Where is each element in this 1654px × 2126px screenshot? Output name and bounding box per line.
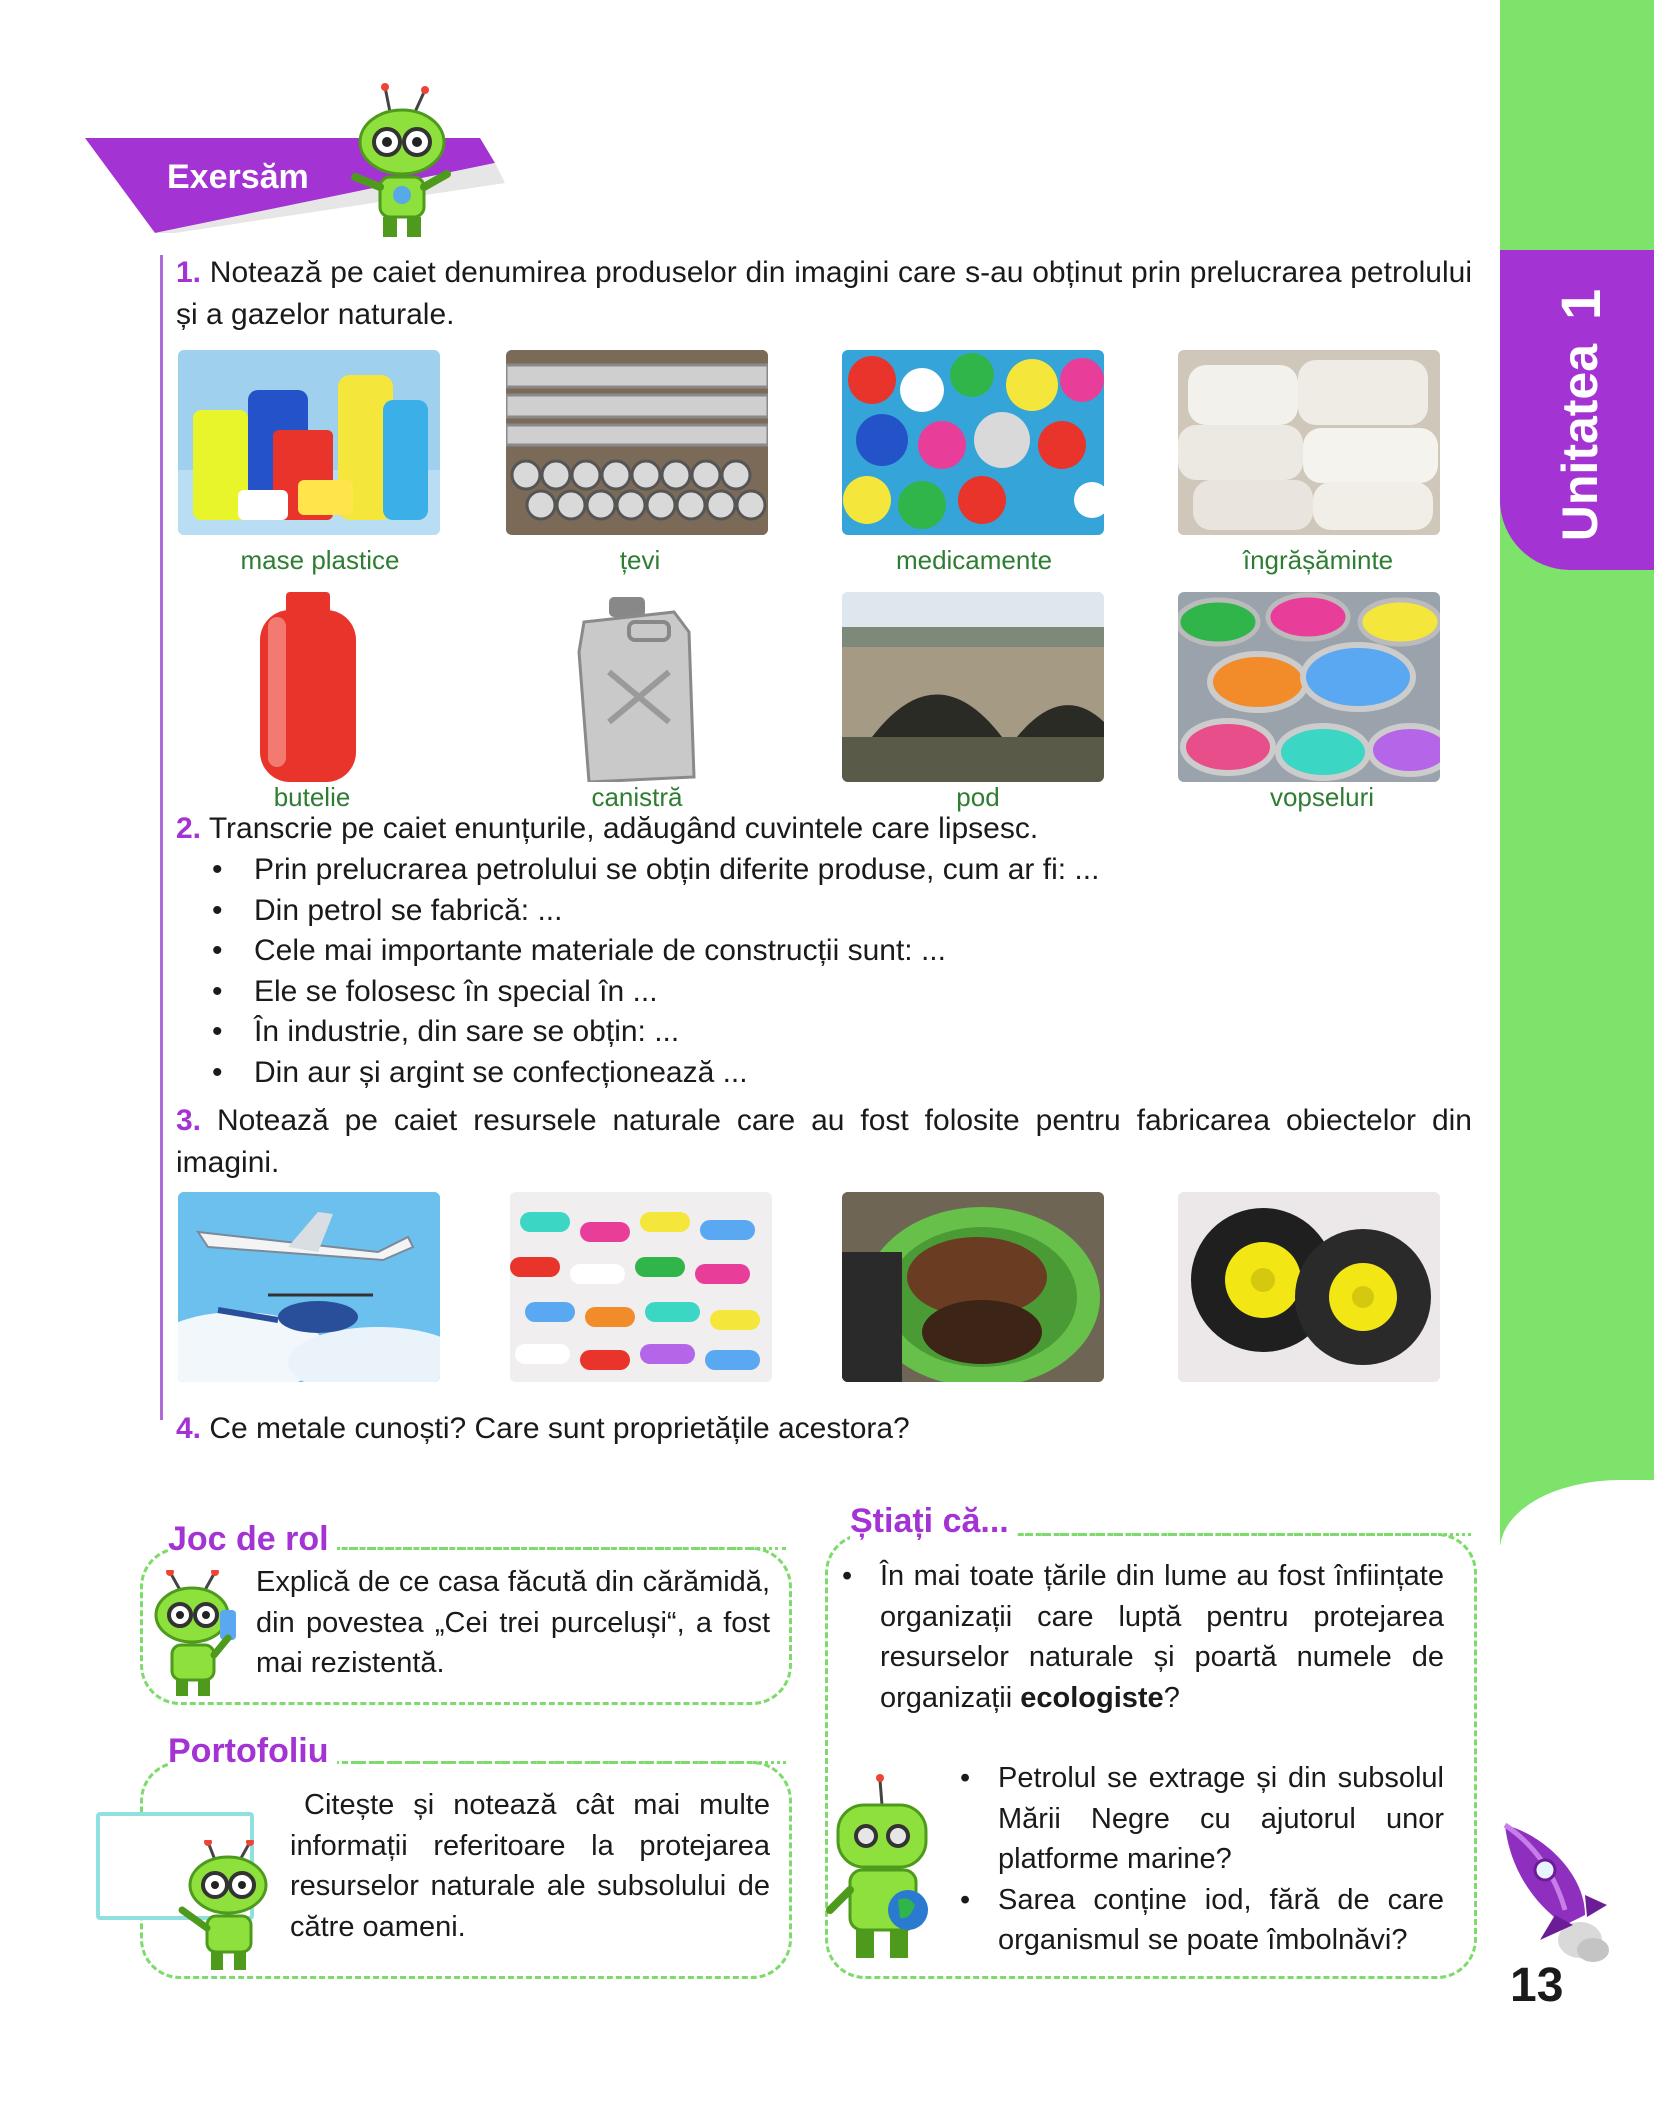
portofoliu-title: Portofoliu xyxy=(168,1732,337,1771)
caption-mase-plastice: mase plastice xyxy=(240,545,400,575)
stiati-first-bold: ecologiste xyxy=(1020,1681,1164,1714)
list-item: • Din petrol se fabrică: ... xyxy=(184,891,1434,932)
photo-soil-bowl xyxy=(842,1192,1104,1382)
stiati-second-list xyxy=(958,1758,1444,1961)
list-item: • Din aur și argint se confecționează ... xyxy=(184,1053,1434,1094)
exercise-1-number: 1. xyxy=(176,256,202,289)
exercise-4 xyxy=(176,1408,1472,1450)
exercise-3-number: 3. xyxy=(176,1104,202,1137)
joc-de-rol-title: Joc de rol xyxy=(168,1520,337,1559)
unit-label-text: Unitatea xyxy=(1552,343,1608,542)
exercise-2-bullets xyxy=(184,850,1434,1093)
list-item: • În industrie, din sare se obțin: ... xyxy=(184,1012,1434,1053)
robot-phone-icon xyxy=(140,1570,250,1700)
exercise-2 xyxy=(176,808,1472,850)
photo-tevi xyxy=(506,350,768,535)
sidebar-band xyxy=(1500,0,1654,1545)
photo-mase-plastice xyxy=(178,350,440,535)
unit-number: 1 xyxy=(1548,288,1612,320)
list-item: • Ele se folosesc în special în ... xyxy=(184,972,1434,1013)
caption-pod: pod xyxy=(956,782,1000,812)
exercise-guide-line xyxy=(160,255,163,1420)
list-item: • Sarea conține iod, fără de care organismul se poate îmbolnăvi? xyxy=(958,1880,1444,1961)
robot-globe-icon xyxy=(820,1770,950,1970)
exercise-4-number: 4. xyxy=(176,1412,202,1445)
list-item xyxy=(840,1556,1444,1718)
robot-pointing-icon xyxy=(170,1840,290,1975)
list-item: • Prin prelucrarea petrolului se obțin diferite produse, cum ar fi: ... xyxy=(184,850,1434,891)
exercise-3 xyxy=(176,1100,1472,1184)
exercise-1-text: Notează pe caiet denumirea produselor din imagini care s-au obținut prin prelucrarea petrolului și a gazelor naturale. xyxy=(176,256,1472,331)
stiati-title-dots xyxy=(1025,1533,1471,1536)
caption-butelie: butelie xyxy=(273,782,351,812)
caption-ingrasaminte: îngrășăminte xyxy=(1242,545,1394,575)
stiati-first-before: În mai toate țările din lume au fost înființate organizații care luptă pentru protejarea resurselor naturale și poartă numele de organizații xyxy=(880,1560,1444,1714)
photo-medicamente xyxy=(842,350,1104,535)
exercise-2-text: Transcrie pe caiet enunțurile, adăugând cuvintele care lipsesc. xyxy=(208,812,1039,845)
photo-vopseluri xyxy=(1178,592,1440,782)
exercise-4-text: Ce metale cunoști? Care sunt proprietățile acestora? xyxy=(209,1412,910,1445)
photo-butelie xyxy=(178,592,440,782)
photo-canistra xyxy=(524,592,762,782)
photo-pod xyxy=(842,592,1104,782)
caption-vopseluri: vopseluri xyxy=(1269,782,1375,812)
caption-canistra: canistră xyxy=(591,782,683,812)
stiati-first-list xyxy=(840,1556,1444,1718)
banner-title: Exersăm xyxy=(167,158,309,196)
caption-tevi: țevi xyxy=(619,545,661,575)
stiati-ca-title: Știați că... xyxy=(850,1502,1017,1541)
portofoliu-title-dots xyxy=(345,1761,786,1764)
photo-airplane-helicopter xyxy=(178,1192,440,1382)
joc-title-dots xyxy=(330,1547,786,1550)
list-item: • Petrolul se extrage și din subsolul Mării Negre cu ajutorul unor platforme marine? xyxy=(958,1758,1444,1880)
robot-mascot-icon xyxy=(345,82,455,242)
photo-tires xyxy=(1178,1192,1440,1382)
unit-label xyxy=(1550,265,1610,565)
photo-ingrasaminte xyxy=(1178,350,1440,535)
list-item: • Cele mai importante materiale de construcții sunt: ... xyxy=(184,931,1434,972)
portofoliu-text: Citește și notează cât mai multe informații referitoare la protejarea resurselor naturale ale subsolului de către oameni. xyxy=(290,1789,770,1943)
rocket-icon xyxy=(1495,1815,1625,1965)
joc-de-rol-text: Explică de ce casa făcută din cărămidă, din povestea „Cei trei purceluși“, a fost mai rezistentă. xyxy=(256,1566,770,1679)
photo-capsules xyxy=(510,1192,772,1382)
exercise-1 xyxy=(176,252,1472,336)
caption-medicamente: medicamente xyxy=(895,545,1053,575)
page-number: 13 xyxy=(1510,1959,1564,2012)
stiati-first-after: ? xyxy=(1163,1681,1180,1714)
exercise-2-number: 2. xyxy=(176,812,202,845)
exercise-3-text: Notează pe caiet resursele naturale care au fost folosite pentru fabricarea obiectelor din imagini. xyxy=(176,1104,1472,1179)
sidebar-curve xyxy=(1500,1480,1654,2126)
